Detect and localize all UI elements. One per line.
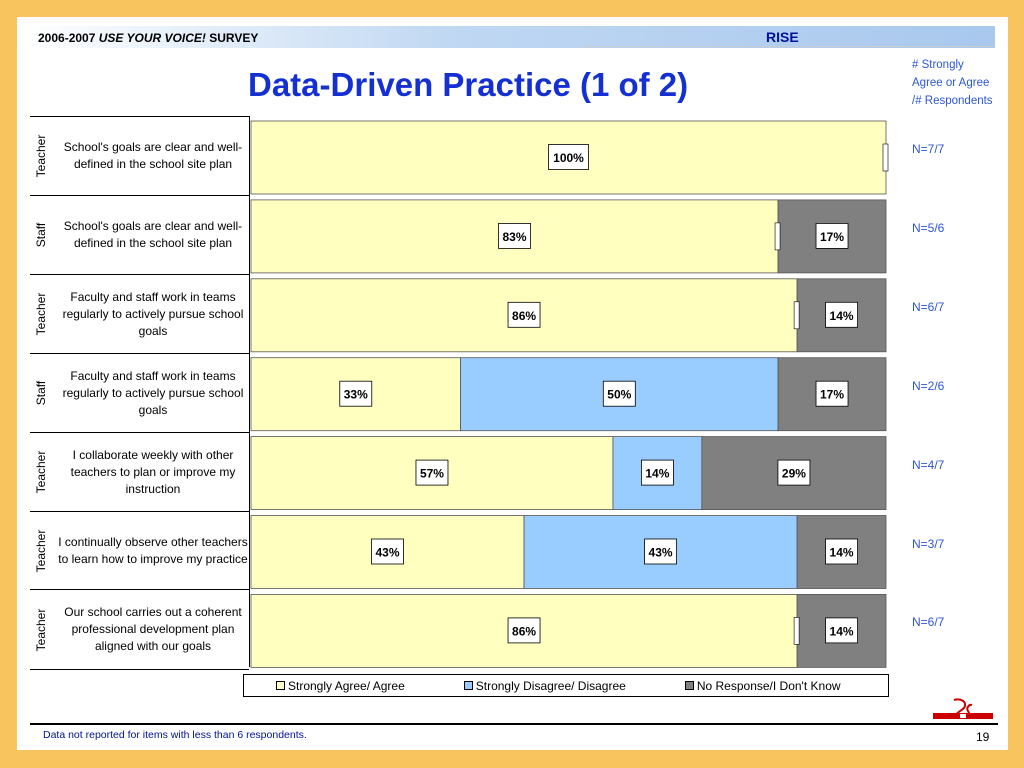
page-number: 19 [976, 730, 990, 744]
respondent-count: N=6/7 [912, 615, 945, 630]
respondent-count: N=6/7 [912, 299, 945, 314]
data-label: 17% [820, 229, 845, 244]
survey-year: 2006-2007 [38, 31, 99, 45]
data-label: 14% [829, 545, 854, 560]
survey-statement: I collaborate weekly with other teachers to plan or improve my instruction [70, 447, 236, 496]
legend-item-no-response [685, 679, 841, 693]
footnote: Data not reported for items with less than 6 respondents. [43, 729, 307, 741]
respondent-note-line: # Strongly [912, 59, 964, 71]
respondent-count: N=7/7 [912, 142, 945, 156]
legend-label-disagree: Strongly Disagree/ Disagree [475, 678, 626, 693]
data-label: 29% [781, 466, 806, 481]
respondent-type-label: Teacher [34, 529, 48, 573]
legend-item-disagree [464, 679, 626, 693]
survey-statement: Our school carries out a coherent professional development plan aligned with our goals [64, 605, 242, 654]
expect-success-logo [932, 698, 994, 720]
legend-label-agree: Strongly Agree/ Agree [288, 678, 405, 693]
respondent-count: N=4/7 [912, 457, 945, 472]
survey-statement: School's goals are clear and well-defined in the school site plan [63, 140, 243, 172]
zero-label-marker [794, 617, 799, 644]
zero-label-marker [794, 302, 799, 329]
data-label: 50% [607, 387, 632, 402]
page-title: Data-Driven Practice (1 of 2) [248, 66, 689, 103]
survey-suffix: SURVEY [205, 31, 259, 45]
respondent-count: N=5/6 [912, 220, 945, 235]
chart-legend [243, 674, 889, 697]
survey-name: USE YOUR VOICE! [98, 31, 206, 45]
data-label: 33% [343, 387, 368, 402]
legend-item-agree [276, 679, 405, 693]
respondent-count: N=3/7 [912, 536, 945, 551]
data-label: 57% [419, 466, 444, 481]
respondent-type-label: Teacher [34, 450, 48, 494]
data-label: 83% [502, 229, 527, 244]
legend-swatch-agree [276, 681, 285, 690]
respondent-note-line: Agree or Agree [912, 77, 990, 89]
respondent-type-label: Staff [34, 380, 48, 406]
survey-statement: Faculty and staff work in teams regularly to actively pursue school goals [62, 368, 244, 417]
footer-divider [30, 723, 998, 725]
data-label: 14% [829, 308, 854, 323]
respondent-type-label: Teacher [34, 608, 48, 652]
zero-label-marker [883, 144, 888, 171]
data-label: 100% [553, 151, 584, 165]
respondent-type-label: Teacher [34, 292, 48, 336]
respondent-note-line: /# Respondents [912, 95, 993, 107]
survey-statement: Faculty and staff work in teams regularly to actively pursue school goals [62, 289, 244, 338]
respondent-type-label: Staff [34, 223, 48, 248]
respondent-type-label: Teacher [34, 135, 48, 178]
data-label: 86% [512, 624, 537, 639]
data-label: 14% [829, 624, 854, 639]
zero-label-marker [775, 223, 780, 250]
survey-statement: I continually observe other teachers to learn how to improve my practice [58, 534, 248, 566]
legend-swatch-disagree [464, 681, 473, 690]
data-label: 14% [645, 466, 670, 481]
respondent-count: N=2/6 [912, 378, 945, 393]
legend-swatch-no-response [685, 681, 694, 690]
survey-statement: School's goals are clear and well-defined in the school site plan [63, 219, 243, 251]
legend-label-no-response: No Response/I Don't Know [696, 678, 841, 693]
data-label: 43% [648, 545, 673, 560]
data-label: 17% [820, 387, 845, 402]
data-label: 43% [375, 545, 400, 560]
data-label: 86% [512, 308, 537, 323]
brand-label: RISE [766, 29, 799, 45]
